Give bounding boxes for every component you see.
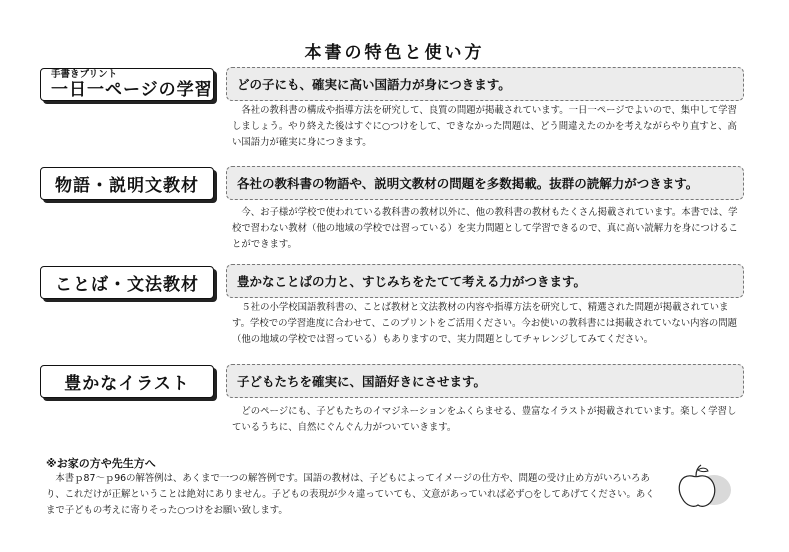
section-label-text: 豊かなイラスト	[64, 374, 190, 394]
section-label-grammar-materials	[40, 266, 214, 299]
section-label-text: 物語・説明文教材	[55, 176, 199, 196]
section-headline: 各社の教科書の物語や、説明文教材の問題を多数掲載。抜群の読解力がつきます。	[226, 166, 744, 200]
section-headline: 子どもたちを確実に、国語好きにさせます。	[226, 364, 744, 398]
apple-icon	[670, 462, 740, 512]
section-label-text: ことば・文法教材	[55, 275, 199, 295]
section-label-daily-study	[40, 68, 214, 101]
section-description: 今、お子様が学校で使われている教科書の教材以外に、他の教科書の教材もたくさん掲載されています。本書では、学校で習わない教材（他の地域の学校では習っている）を実力問題として学習できるので、真に高い読解力を身につけることができます。	[232, 207, 738, 250]
section-headline: どの子にも、確実に高い国語力が身につきます。	[226, 67, 744, 101]
section-label-subtitle: 手書きプリント	[51, 69, 118, 80]
section-label-story-materials	[40, 167, 214, 200]
section-description: 各社の教科書の構成や指導方法を研究して、良質の問題が掲載されています。一日一ページでよいので、集中して学習しましょう。やり終えた後はすぐに○つけをして、できなかった問題は、どう間違えたのかを考えながらやり直すと、高い国語力が確実に身につきます。	[232, 105, 737, 148]
note-text: 本書ｐ87～ｐ96の解答例は、あくまで一つの解答例です。国語の教材は、子どもによってイメージの仕方や、問題の受け止め方がいろいろあり、これだけが正解ということは絶対にありません。子どもの表現が少々違っていても、文意があっていれば必ず○をしてあげてください。あくまで子どもの考えに寄りそった○つけをお願い致します。	[46, 473, 655, 516]
section-description: ５社の小学校国語教科書の、ことば教材と文法教材の内容や指導方法を研究して、精選された問題が掲載されています。学校での学習進度に合わせて、このプリントをご活用ください。今お使いの教科書には掲載されていない内容の問題（他の地域の学校では習っている）もありますので、実力問題としてチャレンジしてみてください。	[232, 302, 737, 345]
note-title: ※お家の方や先生方へ	[46, 457, 156, 470]
section-label-illustrations	[40, 365, 214, 398]
section-label-text: 一日一ページの学習	[51, 80, 213, 100]
section-headline: 豊かなことばの力と、すじみちをたてて考える力がつきます。	[226, 264, 744, 298]
section-description: どのページにも、子どもたちのイマジネーションをふくらませる、豊富なイラストが掲載されています。楽しく学習しているうちに、自然にぐんぐん力がついていきます。	[232, 406, 737, 433]
page-title: 本書の特色と使い方	[304, 43, 485, 63]
